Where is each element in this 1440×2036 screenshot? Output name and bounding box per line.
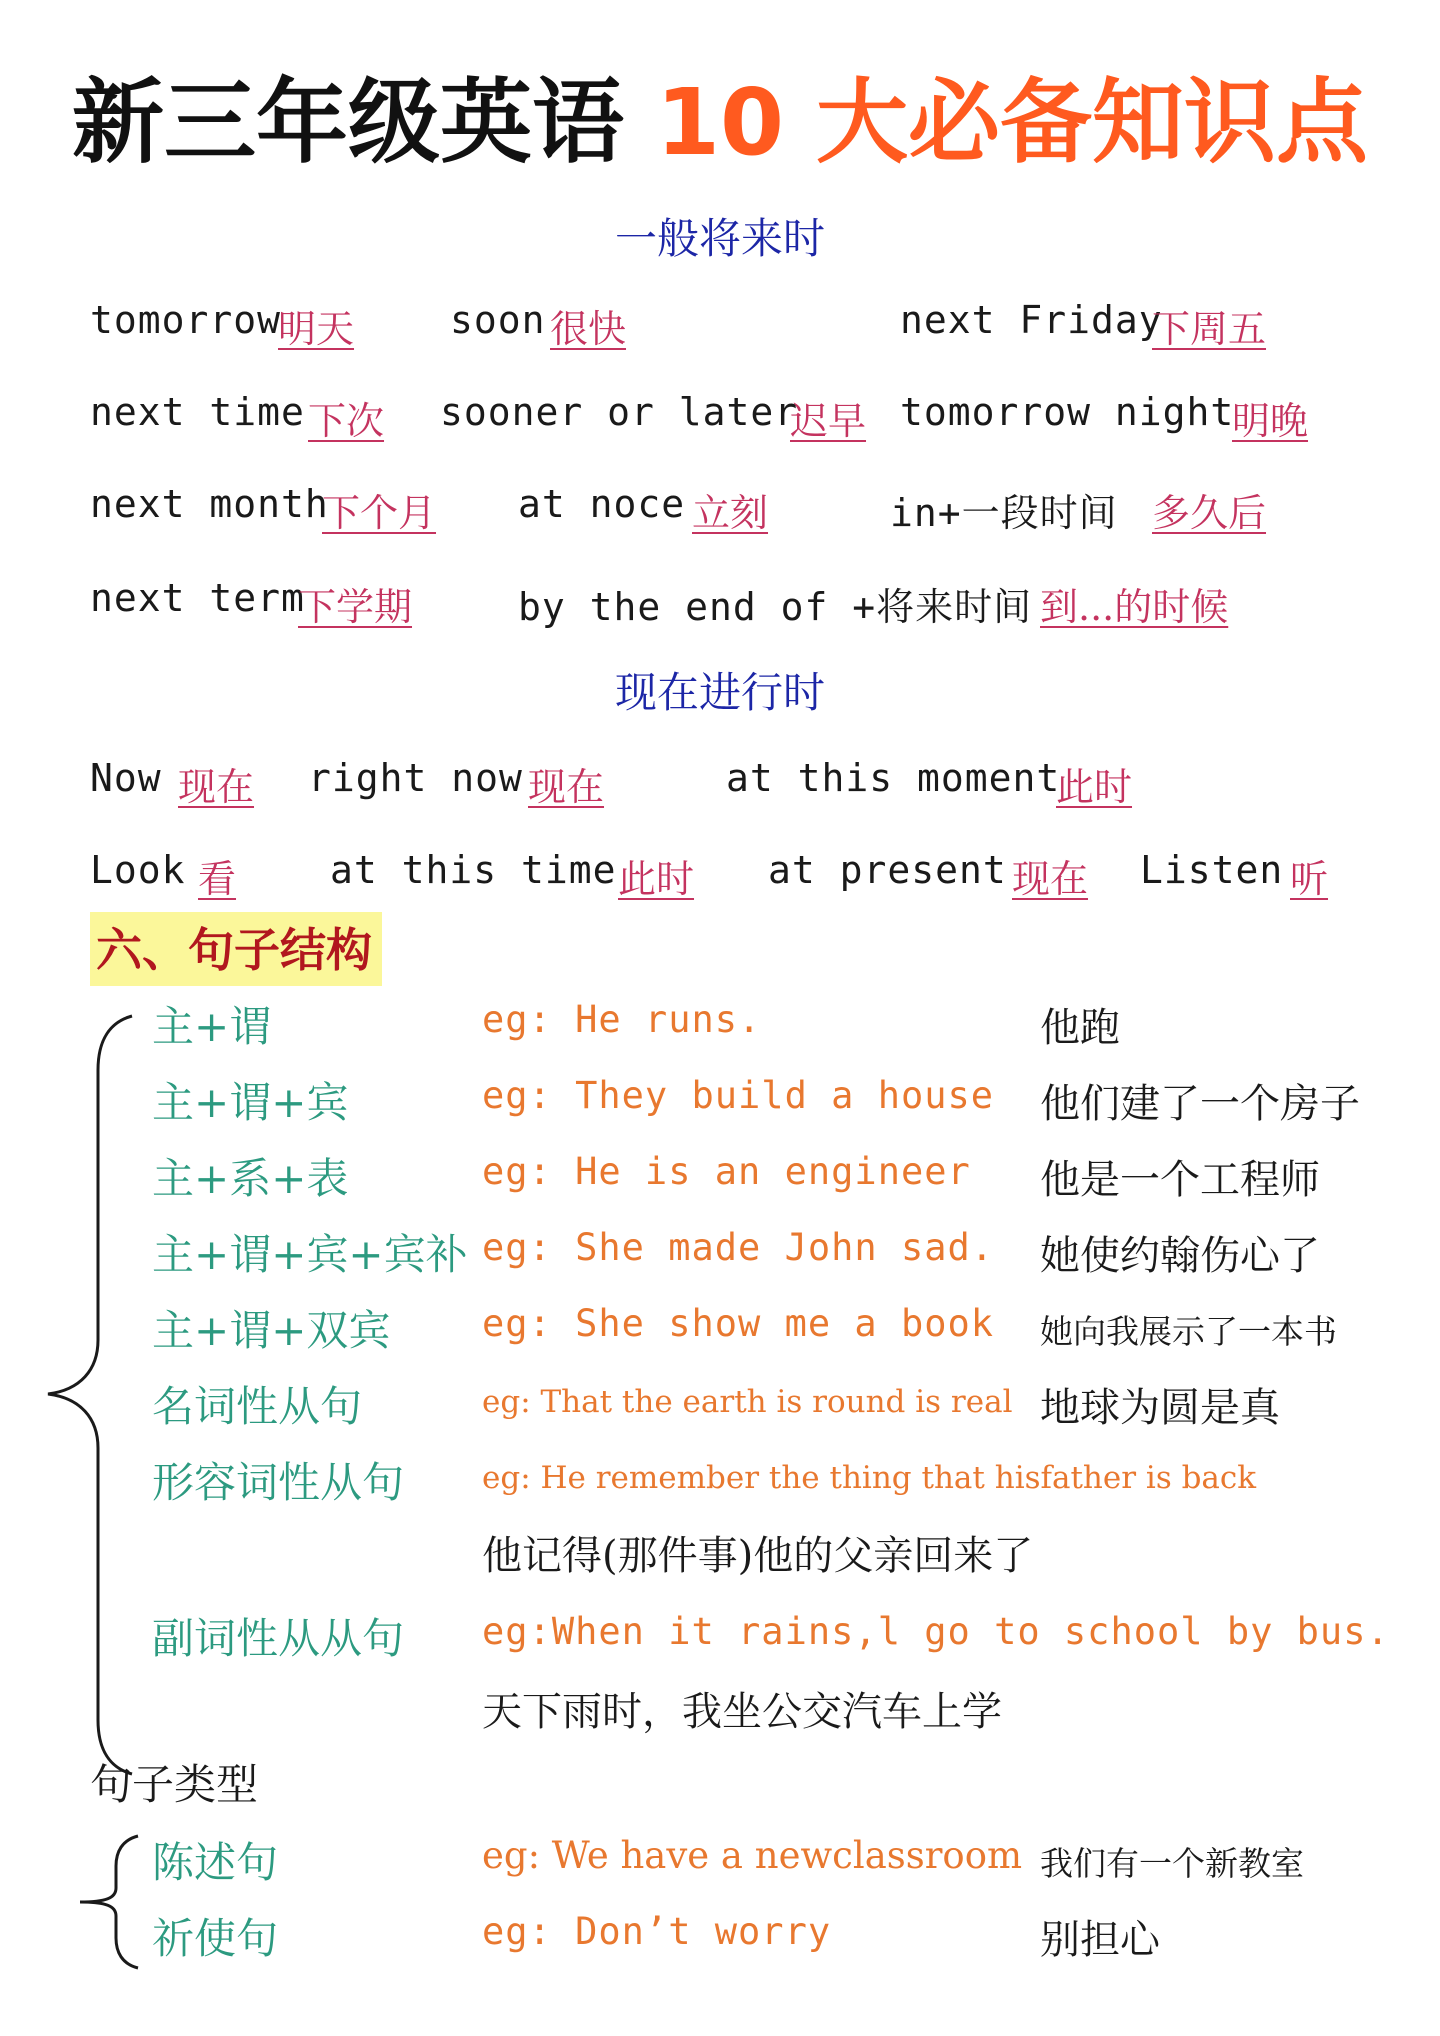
phrase-cn: 此时	[618, 857, 695, 901]
sentence-types-title: 句子类型	[90, 1760, 259, 1809]
structure-example: eg: She made John sad.	[482, 1226, 995, 1269]
sentence-type-label: 祈使句	[152, 1914, 279, 1963]
structure-translation: 他记得(那件事)他的父亲回来了	[482, 1533, 1034, 1579]
phrase-cn: 明天	[278, 307, 355, 351]
phrase-cn: 下次	[308, 399, 385, 443]
phrase-en: Listen	[1140, 848, 1284, 892]
structure-example: eg:When it rains,l go to school by bus.	[482, 1610, 1390, 1653]
structure-translation: 地球为圆是真	[1040, 1385, 1280, 1431]
structure-translation: 她向我展示了一本书	[1040, 1312, 1337, 1351]
future-tense-heading: 一般将来时	[614, 214, 825, 263]
phrase-cn: 下周五	[1152, 307, 1267, 351]
phrase-cn: 迟早	[790, 399, 867, 443]
structure-translation: 他们建了一个房子	[1040, 1081, 1360, 1127]
phrase-cn: 现在	[178, 765, 255, 809]
phrase-cn: 现在	[1012, 857, 1089, 901]
structure-translation: 她使约翰伤心了	[1040, 1233, 1320, 1279]
phrase-en: at this moment	[726, 756, 1061, 800]
phrase-en: right now	[308, 756, 523, 800]
brace-icon	[76, 1832, 146, 1972]
phrase-en: next month	[90, 482, 329, 526]
structure-label: 副词性从从句	[152, 1614, 405, 1663]
sentence-type-translation: 我们有一个新教室	[1040, 1844, 1304, 1883]
structure-label: 主+谓+宾+宾补	[152, 1230, 468, 1279]
phrase-en: in+一段时间	[890, 491, 1118, 535]
section-6-title: 六、句子结构	[90, 912, 382, 986]
phrase-cn: 到...的时候	[1040, 585, 1229, 629]
phrase-cn: 多久后	[1152, 491, 1267, 535]
phrase-en: soon	[450, 298, 546, 342]
phrase-cn: 很快	[550, 307, 627, 351]
phrase-en: sooner or later	[440, 390, 799, 434]
phrase-en: next Friday	[900, 298, 1163, 342]
sentence-type-example: eg: We have a newclassroom	[482, 1834, 1023, 1877]
phrase-en: Now	[90, 756, 162, 800]
page-title	[0, 69, 1440, 176]
sentence-type-label: 陈述句	[152, 1838, 279, 1887]
phrase-cn: 立刻	[692, 491, 769, 535]
progressive-tense-heading: 现在进行时	[614, 668, 825, 717]
structure-label: 形容词性从句	[152, 1458, 405, 1507]
phrase-cn: 听	[1290, 857, 1329, 901]
phrase-en: next term	[90, 576, 305, 620]
brace-icon	[40, 1010, 140, 1780]
structure-label: 主+系+表	[152, 1154, 349, 1203]
phrase-cn: 此时	[1056, 765, 1133, 809]
phrase-cn: 明晚	[1232, 399, 1309, 443]
structure-translation: 他是一个工程师	[1040, 1157, 1320, 1203]
phrase-en: at this time	[330, 848, 617, 892]
sentence-type-example: eg: Don’t worry	[482, 1910, 832, 1953]
phrase-en: Look	[90, 848, 186, 892]
structure-example: eg: That the earth is round is real	[482, 1384, 1013, 1420]
structure-example: eg: He runs.	[482, 998, 762, 1041]
title-part2: 10 大必备知识点	[655, 69, 1369, 176]
phrase-en: at present	[768, 848, 1007, 892]
structure-example: eg: He is an engineer	[482, 1150, 971, 1193]
phrase-en: next time	[90, 390, 305, 434]
phrase-cn: 现在	[528, 765, 605, 809]
phrase-en: by the end of +将来时间	[518, 585, 1033, 629]
structure-example: eg: They build a house	[482, 1074, 995, 1117]
structure-label: 主+谓+双宾	[152, 1306, 391, 1355]
phrase-cn: 下学期	[298, 585, 413, 629]
sentence-type-translation: 别担心	[1040, 1917, 1160, 1963]
structure-translation: 他跑	[1040, 1005, 1120, 1051]
structure-label: 主+谓	[152, 1002, 272, 1051]
title-part1: 新三年级英语	[71, 69, 624, 176]
structure-example: eg: He remember the thing that hisfather is back	[482, 1460, 1257, 1496]
structure-example: eg: She show me a book	[482, 1302, 995, 1345]
structure-label: 主+谓+宾	[152, 1078, 349, 1127]
phrase-en: tomorrow	[90, 298, 282, 342]
structure-label: 名词性从句	[152, 1382, 363, 1431]
phrase-en: tomorrow night	[900, 390, 1235, 434]
phrase-en: at noce	[518, 482, 686, 526]
structure-translation: 天下雨时，我坐公交汽车上学	[482, 1689, 1002, 1735]
phrase-cn: 下个月	[322, 491, 437, 535]
phrase-cn: 看	[198, 857, 237, 901]
